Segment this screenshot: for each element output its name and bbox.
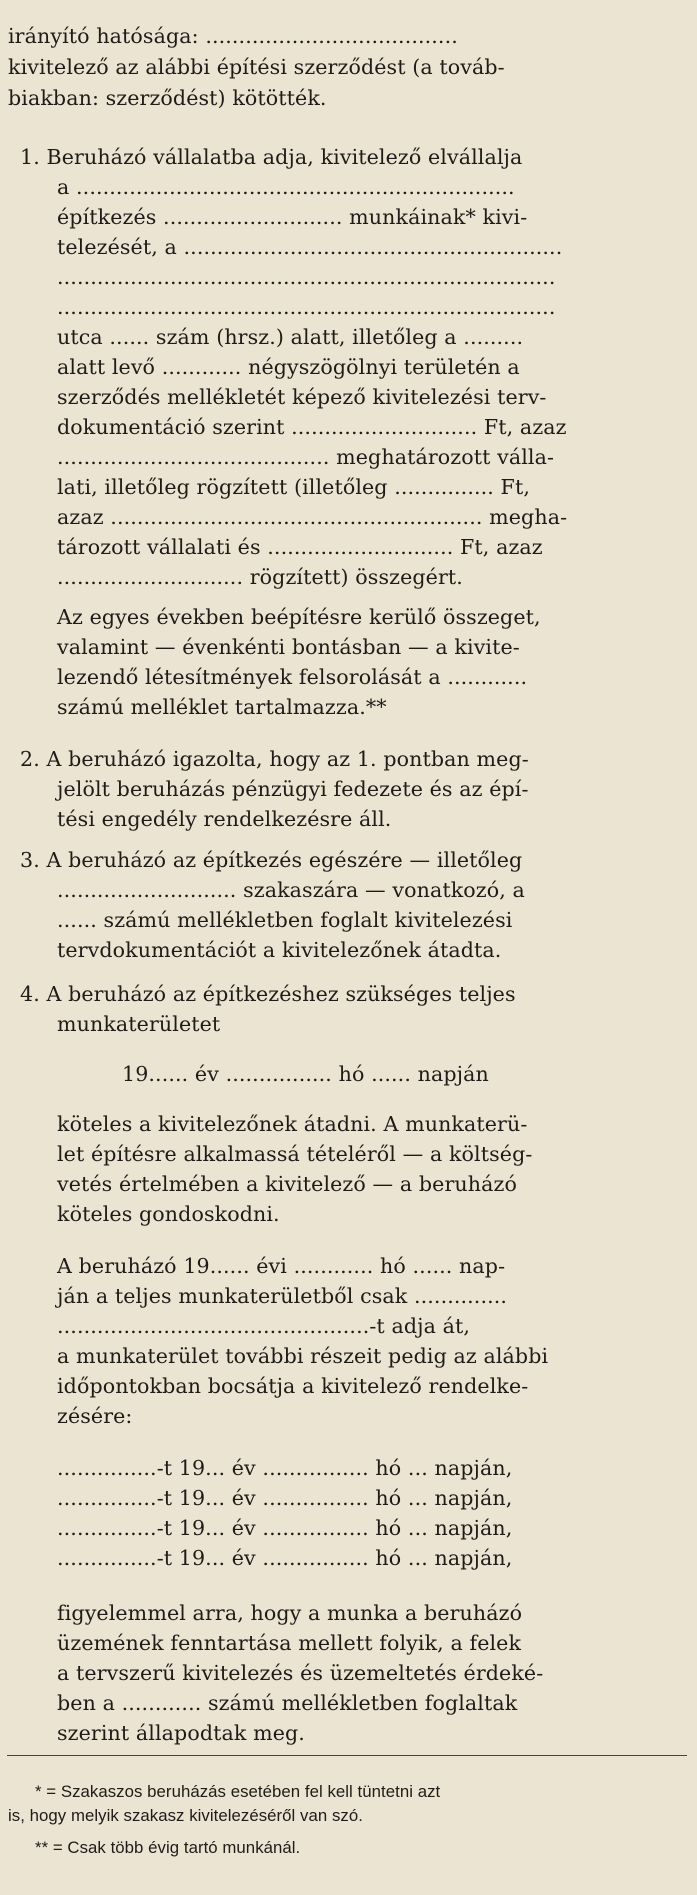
section-4-line: vetés értelmében a kivitelező — a beruházó (57, 1172, 517, 1196)
section-1-line: a .................................................................. (57, 175, 515, 199)
section-3-line: ........................... szakaszára — vonatkozó, a (57, 878, 525, 902)
section-4-line: a tervszerű kivitelezés és üzemeltetés érdeké- (57, 1661, 544, 1685)
section-4-line: zésére: (57, 1404, 133, 1428)
section-4-line: a munkaterület további részeit pedig az alábbi (57, 1344, 549, 1368)
section-3-line: tervdokumentációt a kivitelezőnek átadta. (57, 938, 502, 962)
section-4-schedule-line: ...............-t 19... év ................ hó ... napján, (57, 1546, 513, 1570)
section-1-line: ........................................................................... (57, 295, 556, 319)
section-3-line: 3. A beruházó az építkezés egészére — illetőleg (20, 848, 523, 872)
section-1-line: szerződés mellékletét képező kivitelezési terv- (57, 385, 547, 409)
section-4-line: ben a ............ számú mellékletben foglaltak (57, 1691, 518, 1715)
section-1-line: ......................................... meghatározott válla- (57, 445, 555, 469)
section-4-line: let építésre alkalmassá tételéről — a költség- (57, 1142, 533, 1166)
section-2-line: tési engedély rendelkezésre áll. (57, 807, 392, 831)
section-1-line: lezendő létesítmények felsorolását a ............ (57, 665, 528, 689)
section-4-schedule-line: ...............-t 19... év ................ hó ... napján, (57, 1516, 513, 1540)
section-4-date-line: 19...... év ................ hó ...... napján (122, 1062, 489, 1086)
section-2-line: jelölt beruházás pénzügyi fedezete és az épí- (57, 777, 529, 801)
section-4-line: A beruházó 19...... évi ............ hó ...... nap- (57, 1254, 506, 1278)
section-1-line: tározott vállalati és ............................ Ft, azaz (57, 535, 543, 559)
section-4-line: ...............................................-t adja át, (57, 1314, 471, 1338)
section-4-line: időpontokban bocsátja a kivitelező rendelke- (57, 1374, 529, 1398)
section-4-line: figyelemmel arra, hogy a munka a beruházó (57, 1601, 523, 1625)
section-4-line: ján a teljes munkaterületből csak .............. (57, 1284, 508, 1308)
footnote-line: is, hogy melyik szakasz kivitelezéséről van szó. (8, 1806, 363, 1825)
section-4-line: munkaterületet (57, 1012, 221, 1036)
section-1-line: alatt levő ............ négyszögölnyi területén a (57, 355, 520, 379)
footnote-line: ** = Csak több évig tartó munkánál. (35, 1838, 301, 1857)
section-1-line: Az egyes években beépítésre kerülő összeget, (57, 605, 541, 629)
section-4-line: köteles a kivitelezőnek átadni. A munkaterü- (57, 1112, 528, 1136)
section-1-line: dokumentáció szerint ............................ Ft, azaz (57, 415, 567, 439)
section-3-line: ...... számú mellékletben foglalt kivitelezési (57, 908, 513, 932)
section-4-schedule-line: ...............-t 19... év ................ hó ... napján, (57, 1456, 513, 1480)
section-4-line: 4. A beruházó az építkezéshez szükséges teljes (20, 982, 516, 1006)
section-4-schedule-line: ...............-t 19... év ................ hó ... napján, (57, 1486, 513, 1510)
section-4-line: köteles gondoskodni. (57, 1202, 280, 1226)
section-4-line: üzemének fenntartása mellett folyik, a felek (57, 1631, 522, 1655)
footnote-line: * = Szakaszos beruházás esetében fel kell tüntetni azt (35, 1782, 441, 1801)
section-1-line: 1. Beruházó vállalatba adja, kivitelező elvállalja (20, 145, 523, 169)
header-line: irányító hatósága: ...................................... (8, 24, 458, 48)
section-1-line: utca ...... szám (hrsz.) alatt, illetőleg a ......... (57, 325, 524, 349)
header-line: biakban: szerződést) kötötték. (8, 86, 327, 110)
section-1-line: lati, illetőleg rögzített (illetőleg ............... Ft, (57, 475, 530, 499)
footnote-divider (7, 1755, 687, 1756)
section-2-line: 2. A beruházó igazolta, hogy az 1. pontban meg- (20, 747, 529, 771)
section-1-line: számú melléklet tartalmazza.** (57, 695, 387, 719)
section-1-line: telezését, a ......................................................... (57, 235, 563, 259)
section-1-line: azaz ........................................................ megha- (57, 505, 568, 529)
section-4-line: szerint állapodtak meg. (57, 1721, 305, 1745)
header-line: kivitelező az alábbi építési szerződést (a továb- (8, 55, 505, 79)
section-1-line: építkezés ........................... munkáinak* kivi- (57, 205, 528, 229)
section-1-line: ........................................................................... (57, 265, 556, 289)
section-1-line: ............................ rögzített) összegért. (57, 565, 463, 589)
section-1-line: valamint — évenkénti bontásban — a kivite- (57, 635, 520, 659)
